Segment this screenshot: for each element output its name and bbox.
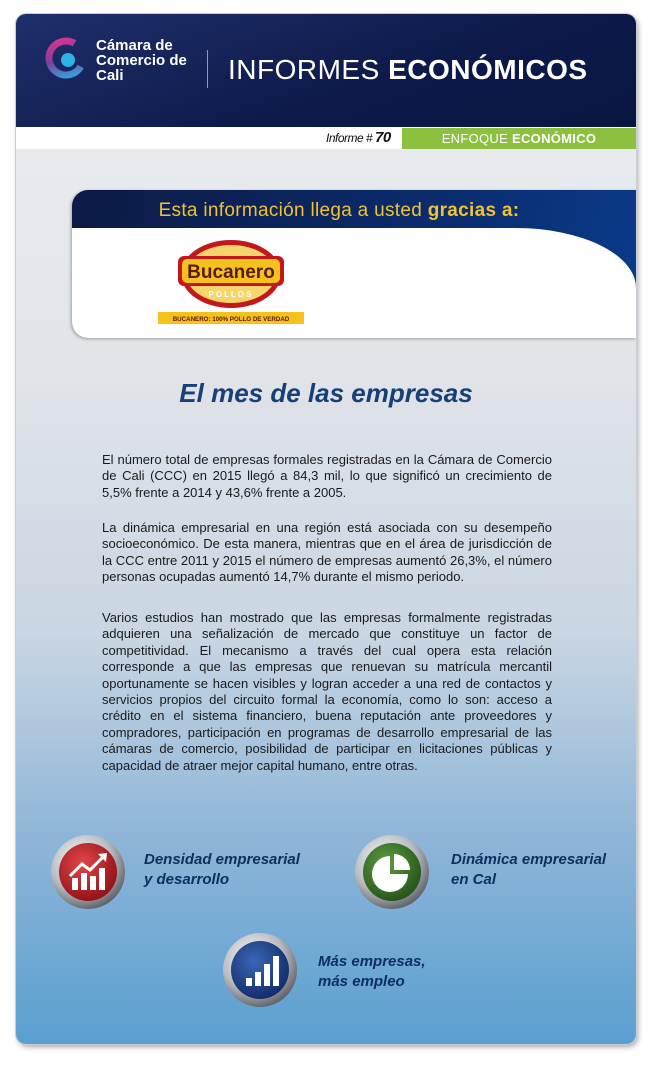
link-density[interactable] bbox=[144, 850, 300, 890]
link-employment-line2: más empleo bbox=[318, 973, 405, 990]
camara-logo-icon bbox=[44, 36, 88, 80]
link-dynamics[interactable] bbox=[451, 850, 606, 890]
link-density-line2: y desarrollo bbox=[144, 871, 230, 888]
article-paragraph-3: Varios estudios han mostrado que las empresas formalmente registradas adquieren una señalización de mercado que constituye un factor de competitividad. El mecanismo a través del cual opera esta relación corresponde a que las empresas que renuevan su matrícula mercantil oportunamente se hacen visibles y logran acceder a una red de contactos y servicios propios del circuito formal la economía, como lo son: acceso a crédito en el sistema financiero, buena reputación ante proveedores y compradores, participación en programas de desarrollo empresarial de las cámaras de comercio, posibilidad de participar en licitaciones públicas y capacidad de atraer mejor capital humano, entre otras. bbox=[102, 610, 552, 773]
org-name-line3: Cali bbox=[96, 67, 124, 84]
report-page bbox=[16, 14, 636, 1044]
logo-brand-sub: POLLOS bbox=[208, 290, 254, 299]
link-dynamics-line2: en Cal bbox=[451, 871, 497, 888]
informe-number-value: 70 bbox=[375, 129, 391, 146]
header-divider bbox=[207, 50, 208, 88]
section-badge-thin: ENFOQUE bbox=[441, 131, 509, 146]
bar-chart-icon[interactable] bbox=[222, 932, 298, 1008]
header-title-bold: ECONÓMICOS bbox=[388, 54, 588, 85]
pie-chart-icon[interactable] bbox=[354, 834, 430, 910]
article-title: El mes de las empresas bbox=[179, 378, 473, 408]
link-employment[interactable] bbox=[318, 952, 426, 992]
sponsor-box bbox=[72, 190, 636, 338]
org-name-line2: Comercio de bbox=[96, 52, 187, 69]
header bbox=[16, 14, 636, 149]
article-paragraph-2: La dinámica empresarial en una región está asociada con su desempeño socioeconómico. De esta manera, mientras que en el área de jurisdicción de la CCC entre 2011 y 2015 el número de empresas aumentó 26,3%, el número personas ocupadas aumentó 14,7% durante el mismo periodo. bbox=[102, 520, 552, 585]
link-employment-line1: Más empresas, bbox=[318, 953, 426, 970]
org-name-line1: Cámara de bbox=[96, 37, 173, 54]
link-density-line1: Densidad empresarial bbox=[144, 851, 300, 868]
org-name bbox=[96, 38, 187, 83]
sponsor-title-thin: Esta información llega a usted bbox=[158, 200, 423, 221]
header-title bbox=[228, 54, 588, 86]
sponsor-title bbox=[72, 200, 606, 222]
density-chart-icon[interactable] bbox=[50, 834, 126, 910]
section-badge-bold: ECONÓMICO bbox=[512, 131, 597, 146]
logo-tagline: BUCANERO: 100% POLLO DE VERDAD bbox=[172, 316, 290, 323]
article-paragraph-1: El número total de empresas formales registradas en la Cámara de Comercio de Cali (CCC) en 2015 llegó a 84,3 mil, lo que significó un crecimiento de 5,5% frente a 2014 y 43,6% frente a 2005. bbox=[102, 452, 552, 500]
section-badge bbox=[402, 128, 636, 149]
link-dynamics-line1: Dinámica empresarial bbox=[451, 851, 607, 868]
sponsor-title-bold: gracias a: bbox=[427, 200, 520, 221]
informe-number bbox=[326, 129, 391, 146]
bucanero-logo[interactable] bbox=[156, 234, 306, 326]
logo-brand-name: Bucanero bbox=[187, 262, 275, 283]
informe-label-text: Informe # bbox=[326, 131, 373, 145]
header-title-thin: INFORMES bbox=[228, 54, 380, 85]
